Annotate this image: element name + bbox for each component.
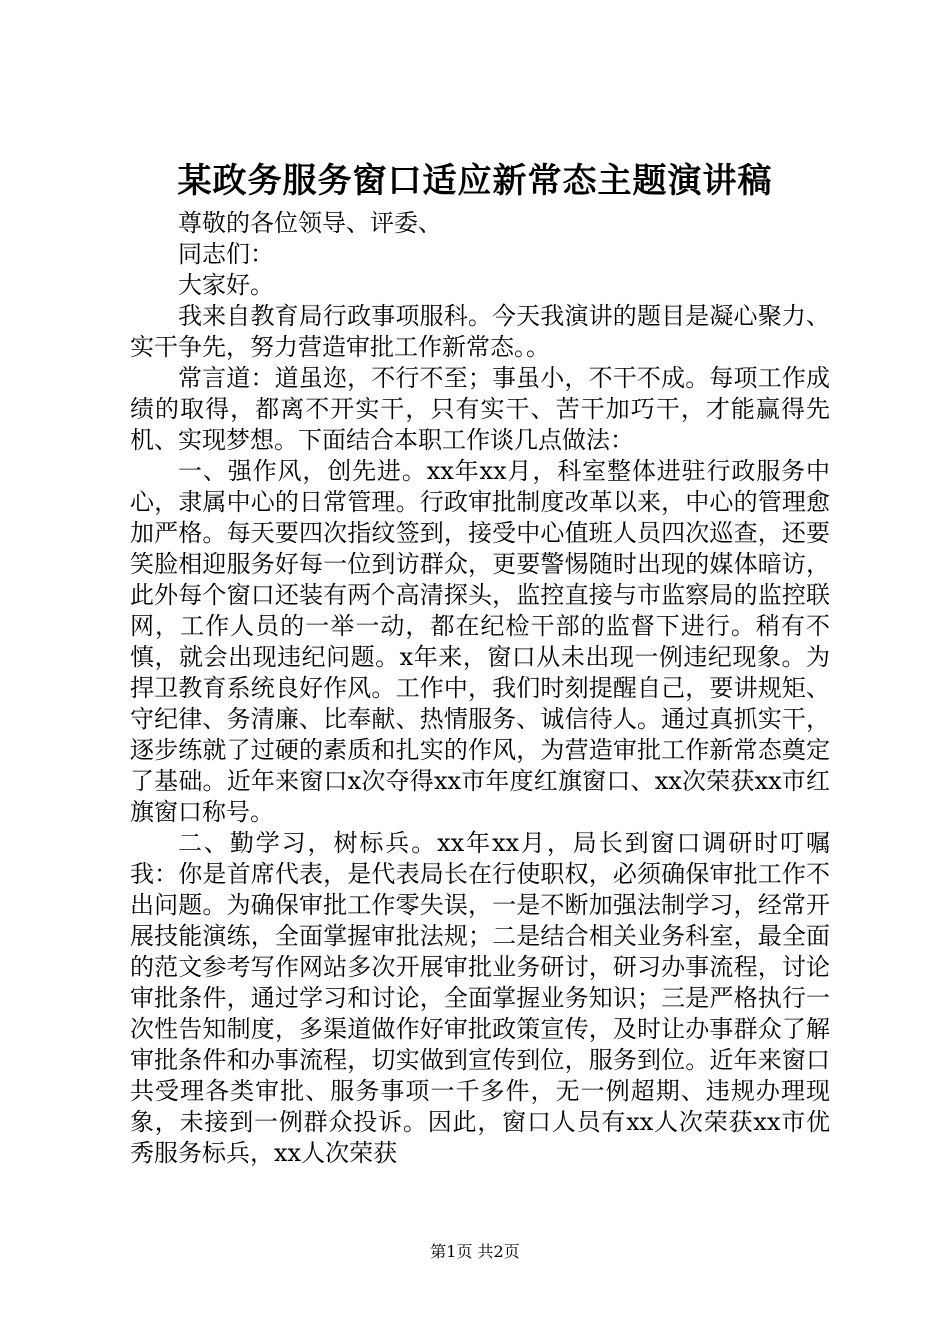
salutation-line: 同志们： xyxy=(178,240,274,268)
document-body xyxy=(130,208,830,1169)
page-number-footer: 第1页 共2页 xyxy=(430,1242,520,1261)
paragraph: 二、勤学习，树标兵。xx年xx月，局长到窗口调研时叮嘱我：你是首席代表，是代表局长在行使职权，必须确保审批工作不出问题。为确保审批工作零失误，一是不断加强法制学习，经常开展技能演练，全面掌握审批法规；二是结合相关业务科室，最全面的范文参考写作网站多次开展审批业务研讨，研习办事流程，讨论审批条件，通过学习和讨论，全面掌握业务知识；三是严格执行一次性告知制度，多渠道做作好审批政策宣传，及时让办事群众了解审批条件和办事流程，切实做到宣传到位，服务到位。近年来窗口共受理各类审批、服务事项一千多件，无一例超期、违规办理现象，未接到一例群众投诉。因此，窗口人员有xx人次荣获xx市优秀服务标兵，xx人次荣获 xyxy=(130,829,830,1167)
document-title: 某政务服务窗口适应新常态主题演讲稿 xyxy=(177,161,773,201)
salutation-line: 尊敬的各位领导、评委、 xyxy=(178,209,442,237)
paragraph: 常言道：道虽迩，不行不至；事虽小，不干不成。每项工作成绩的取得，都离不开实干，只有实干、苦干加巧干，才能赢得先机、实现梦想。下面结合本职工作谈几点做法： xyxy=(130,364,830,454)
paragraph: 我来自教育局行政事项服科。今天我演讲的题目是凝心聚力、实干争先，努力营造审批工作新常态。。 xyxy=(130,302,830,361)
paragraph: 一、强作风，创先进。xx年xx月，科室整体进驻行政服务中心，隶属中心的日常管理。行政审批制度改革以来，中心的管理愈加严格。每天要四次指纹签到，接受中心值班人员四次巡查，还要笑脸相迎服务好每一位到访群众，更要警惕随时出现的媒体暗访，此外每个窗口还装有两个高清探头，监控直接与市监察局的监控联网，工作人员的一举一动，都在纪检干部的监督下进行。稍有不慎，就会出现违纪问题。x年来，窗口从未出现一例违纪现象。为捍卫教育系统良好作风。工作中，我们时刻提醒自己，要讲规矩、守纪律、务清廉、比奉献、热情服务、诚信待人。通过真抓实干，逐步练就了过硬的素质和扎实的作风，为营造审批工作新常态奠定了基础。近年来窗口x次夺得xx市年度红旗窗口、xx次荣获xx市红旗窗口称号。 xyxy=(130,457,830,826)
greeting-line: 大家好。 xyxy=(178,271,274,299)
